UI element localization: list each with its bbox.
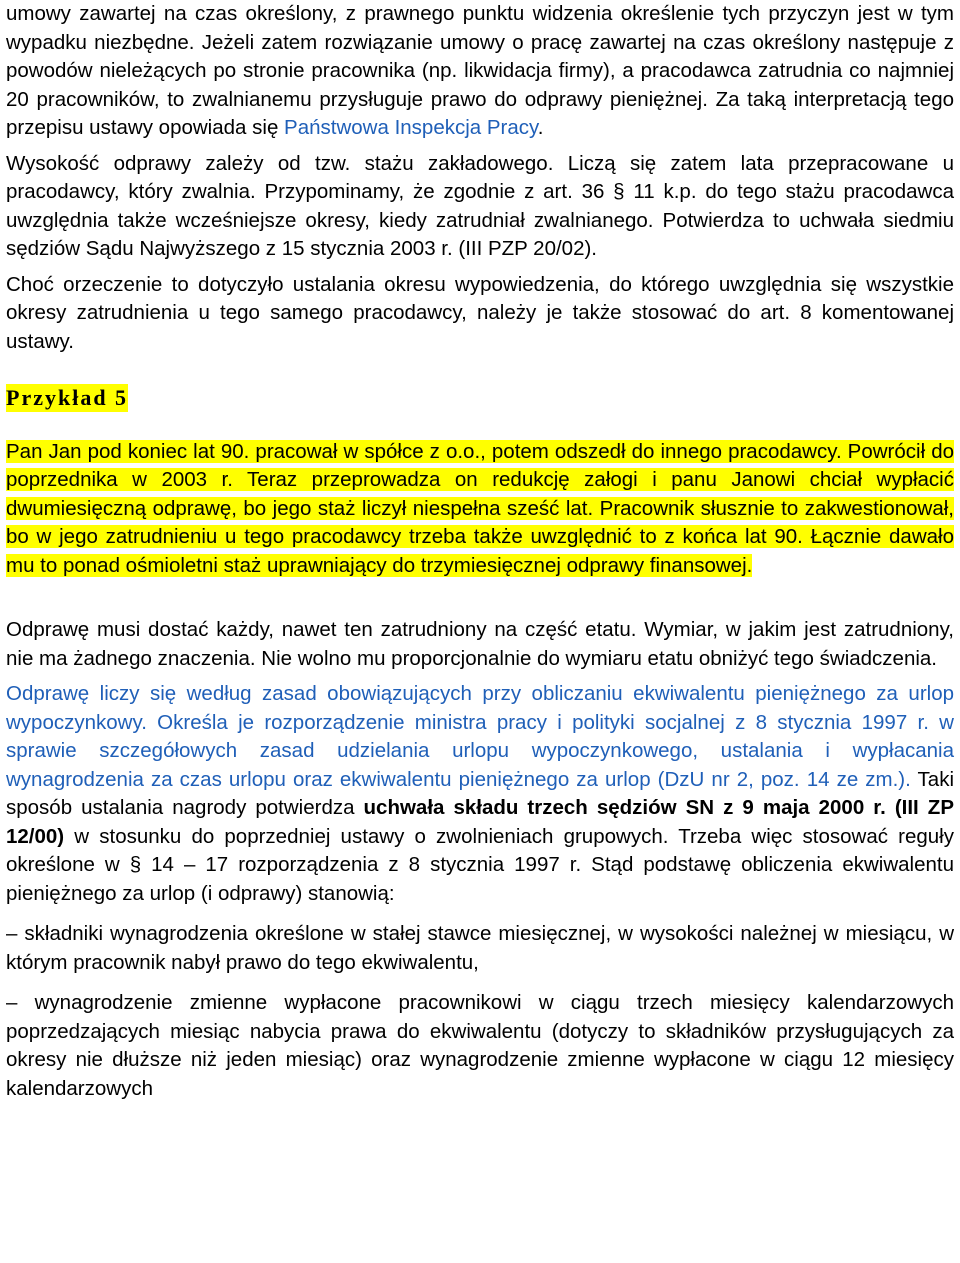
example-text xyxy=(6,438,954,581)
paragraph-intro-text: umowy zawartej na czas określony, z prawnego punktu widzenia określenie tych przyczyn jest w tym wypadku niezbędne. Jeżeli zatem rozwiązanie umowy o pracę zawartej na czas określony następuje z powodów nieleżących po stronie pracownika (np. likwidacja firmy), a pracodawca zatrudnia co najmniej 20 pracowników, to zwalnianemu przysługuje prawo do odprawy pieniężnej. Za taką interpretacją tego przepisu ustawy opowiada się xyxy=(6,2,954,139)
calculation-text: Taki sposób ustalania nagrody potwierdza xyxy=(6,767,954,819)
regulation-link[interactable]: Odprawę liczy się według zasad obowiązujących przy obliczaniu ekwiwalentu pieniężnego za urlop wypoczynkowy. Określa je rozporządzenie ministra pracy i polityki socjalnej z 8 stycznia 1997 r. w sprawie szczegółowych zasad udzielania urlopu wypoczynkowego, ustalania i wypłacania wynagrodzenia za czas urlopu oraz ekwiwalentu pieniężnego za urlop (DzU nr 2, poz. 14 ze zm.). xyxy=(6,682,954,791)
paragraph-part-time: Odprawę musi dostać każdy, nawet ten zatrudniony na część etatu. Wymiar, w jakim jest zatrudniony, nie ma żadnego znaczenia. Nie wolno mu proporcjonalnie do wymiaru etatu obniżyć tego świadczenia. xyxy=(6,618,954,670)
pip-link[interactable]: Państwowa Inspekcja Pracy xyxy=(284,116,538,139)
list-item-fixed-pay: – składniki wynagrodzenia określone w stałej stawce miesięcznej, w wysokości należnej w miesiącu, w którym pracownik nabył prawo do tego ekwiwalentu, xyxy=(6,922,954,974)
paragraph-ruling: Choć orzeczenie to dotyczyło ustalania okresu wypowiedzenia, do którego uwzględnia się wszystkie okresy zatrudnienia u tego samego pracodawcy, należy je także stosować do art. 8 komentowanej ustawy. xyxy=(6,272,954,353)
example-heading-wrap xyxy=(6,384,954,414)
paragraph-intro xyxy=(6,0,954,143)
example-heading: Przykład 5 xyxy=(6,385,129,410)
resolution-bold: uchwała składu trzech sędziów SN z 9 maja 2000 r. (III ZP 12/00) xyxy=(6,796,954,848)
example-text-highlight: Pan Jan pod koniec lat 90. pracował w spółce z o.o., potem odszedł do innego pracodawcy. Powrócił do poprzednika w 2003 r. Teraz przeprowadza on redukcję załogi i panu Janowi chciał wypłacić dwumiesięczną odprawę, bo jego staż liczył niespełna sześć lat. Pracownik słusznie to zakwestionował, bo w jego zatrudnieniu u tego pracodawcy trzeba także uwzględnić to z końca lat 90. Łącznie dawało mu to ponad ośmioletni staż uprawniający do trzymiesięcznej odprawy finansowej. xyxy=(6,439,954,577)
paragraph-intro-end: . xyxy=(537,116,544,139)
paragraph-severance-amount: Wysokość odprawy zależy od tzw. stażu zakładowego. Liczą się zatem lata przepracowane u pracodawcy, który zwalnia. Przypominamy, że zgodnie z art. 36 § 11 k.p. do tego stażu pracodawca uwzględnia także wcześniejsze okresy, kiedy zatrudniał zwalnianego. Potwierdza to uchwała siedmiu sędziów Sądu Najwyższego z 15 stycznia 2003 r. (III PZP 20/02). xyxy=(6,151,954,260)
calculation-text-end: w stosunku do poprzedniej ustawy o zwolnieniach grupowych. Trzeba więc stosować reguły określone w § 14 – 17 rozporządzenia z 8 stycznia 1997 r. Stąd podstawę obliczenia ekwiwalentu pieniężnego za urlop (i odprawy) stanowią: xyxy=(6,824,954,905)
paragraph-calculation xyxy=(6,680,954,908)
list-item-variable-pay: – wynagrodzenie zmienne wypłacone pracownikowi w ciągu trzech miesięcy kalendarzowych poprzedzających miesiąc nabycia prawa do ekwiwalentu (dotyczy to składników przysługujących za okresy nie dłuższe niż jeden miesiąc) oraz wynagrodzenie zmienne wypłacone w ciągu 12 miesięcy kalendarzowych xyxy=(6,991,954,1100)
